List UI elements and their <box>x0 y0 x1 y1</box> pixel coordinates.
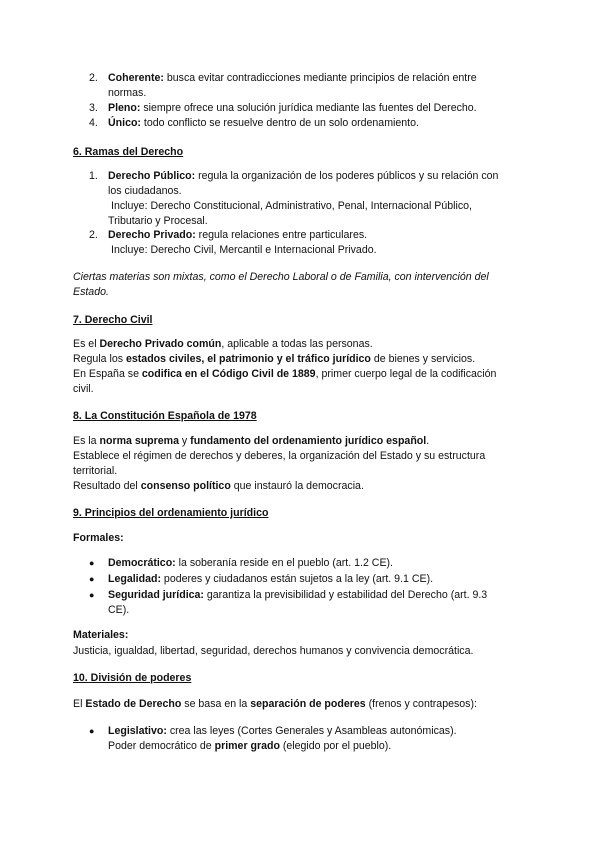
bullet-icon: ● <box>89 574 95 584</box>
paragraph-constitucion <box>73 434 533 494</box>
bold-text: estados civiles, el patrimonio y el tráfico jurídico <box>126 353 371 365</box>
bold-text: codifica en el Código Civil de 1889 <box>141 368 316 380</box>
list-number: 4. <box>89 117 98 129</box>
materiales-text: Justicia, igualdad, libertad, seguridad, derechos humanos y convivencia democrática. <box>73 645 474 657</box>
text: Establece el régimen de derechos y deberes, la organización del Estado y su estructura <box>73 450 486 462</box>
section-heading-6: 6. Ramas del Derecho <box>73 146 184 158</box>
section-heading-9: 9. Principios del ordenamiento jurídico <box>73 507 269 519</box>
paragraph-derecho-civil <box>73 337 533 397</box>
text: Tributario y Procesal. <box>108 215 208 227</box>
paragraph-estado-de-derecho <box>73 697 533 712</box>
bullet-item-legislativo <box>108 724 528 754</box>
bullet-item-democratico <box>108 556 528 571</box>
list-item-pleno <box>108 101 528 116</box>
text: civil. <box>73 383 94 395</box>
list-item-derecho-privado <box>108 228 528 258</box>
bold-text: primer grado <box>214 740 280 752</box>
bold-text: separación de poderes <box>250 698 366 710</box>
text: (elegido por el pueblo). <box>279 740 392 752</box>
bullet-item-legalidad <box>108 572 528 587</box>
section-heading-8: 8. La Constitución Española de 1978 <box>73 410 257 422</box>
bold-text: Estado de Derecho <box>85 698 182 710</box>
subheading-formales: Formales: <box>73 532 124 544</box>
text: (frenos y contrapesos): <box>365 698 477 710</box>
text: territorial. <box>73 465 118 477</box>
text: , aplicable a todas las personas. <box>221 338 373 350</box>
list-item-coherente <box>108 71 528 101</box>
text: busca evitar contradicciones mediante principios de relación entre <box>163 72 477 84</box>
text: de bienes y servicios. <box>370 353 476 365</box>
term: Derecho Privado: <box>108 229 196 241</box>
text: regula relaciones entre particulares. <box>195 229 368 241</box>
text: , primer cuerpo legal de la codificación <box>315 368 497 380</box>
term: Seguridad jurídica: <box>108 589 204 601</box>
bullet-icon: ● <box>89 590 95 600</box>
text: En España se <box>73 368 142 380</box>
text: Es la <box>73 435 100 447</box>
text: Regula los <box>73 353 126 365</box>
text: regula la organización de los poderes públicos y su relación con <box>195 170 499 182</box>
term: Coherente: <box>108 72 164 84</box>
bullet-icon: ● <box>89 558 95 568</box>
text: garantiza la previsibilidad y estabilidad del Derecho (art. 9.3 <box>203 589 488 601</box>
text: CE). <box>108 604 130 616</box>
bold-text: consenso político <box>140 480 231 492</box>
bold-text: Derecho Privado común <box>99 338 222 350</box>
text: siempre ofrece una solución jurídica mediante las fuentes del Derecho. <box>140 102 477 114</box>
list-item-unico <box>108 116 528 131</box>
list-number: 2. <box>89 229 98 241</box>
text: El <box>73 698 86 710</box>
text: Incluye: Derecho Civil, Mercantil e Internacional Privado. <box>111 244 377 256</box>
text: todo conflicto se resuelve dentro de un solo ordenamiento. <box>140 117 419 129</box>
text: Es el <box>73 338 100 350</box>
list-number: 1. <box>89 170 98 182</box>
text: los ciudadanos. <box>108 185 182 197</box>
bullet-item-seguridad-juridica <box>108 588 528 618</box>
note-mixed-matters <box>73 270 533 300</box>
note-line: Estado. <box>73 286 109 298</box>
term: Derecho Público: <box>108 170 196 182</box>
subheading-materiales: Materiales: <box>73 629 129 641</box>
text: y <box>178 435 191 447</box>
text: crea las leyes (Cortes Generales y Asambleas autonómicas). <box>166 725 457 737</box>
text: Incluye: Derecho Constitucional, Administrativo, Penal, Internacional Público, <box>111 200 472 212</box>
note-line: Ciertas materias son mixtas, como el Derecho Laboral o de Familia, con intervención del <box>73 271 489 283</box>
section-heading-10: 10. División de poderes <box>73 672 192 684</box>
text: Poder democrático de <box>108 740 215 752</box>
section-heading-7: 7. Derecho Civil <box>73 314 153 326</box>
text: Resultado del <box>73 480 141 492</box>
bold-text: fundamento del ordenamiento jurídico español <box>190 435 427 447</box>
term: Legalidad: <box>108 573 161 585</box>
bold-text: norma suprema <box>99 435 179 447</box>
text: poderes y ciudadanos están sujetos a la ley (art. 9.1 CE). <box>160 573 434 585</box>
text: normas. <box>108 87 147 99</box>
term: Legislativo: <box>108 725 167 737</box>
term: Democrático: <box>108 557 176 569</box>
list-item-derecho-publico <box>108 169 528 229</box>
term: Único: <box>108 117 141 129</box>
text: que instauró la democracia. <box>230 480 364 492</box>
text: la soberanía reside en el pueblo (art. 1.2 CE). <box>175 557 393 569</box>
list-number: 2. <box>89 72 98 84</box>
text: se basa en la <box>181 698 251 710</box>
text: . <box>426 435 430 447</box>
bullet-icon: ● <box>89 726 95 736</box>
list-number: 3. <box>89 102 98 114</box>
term: Pleno: <box>108 102 141 114</box>
